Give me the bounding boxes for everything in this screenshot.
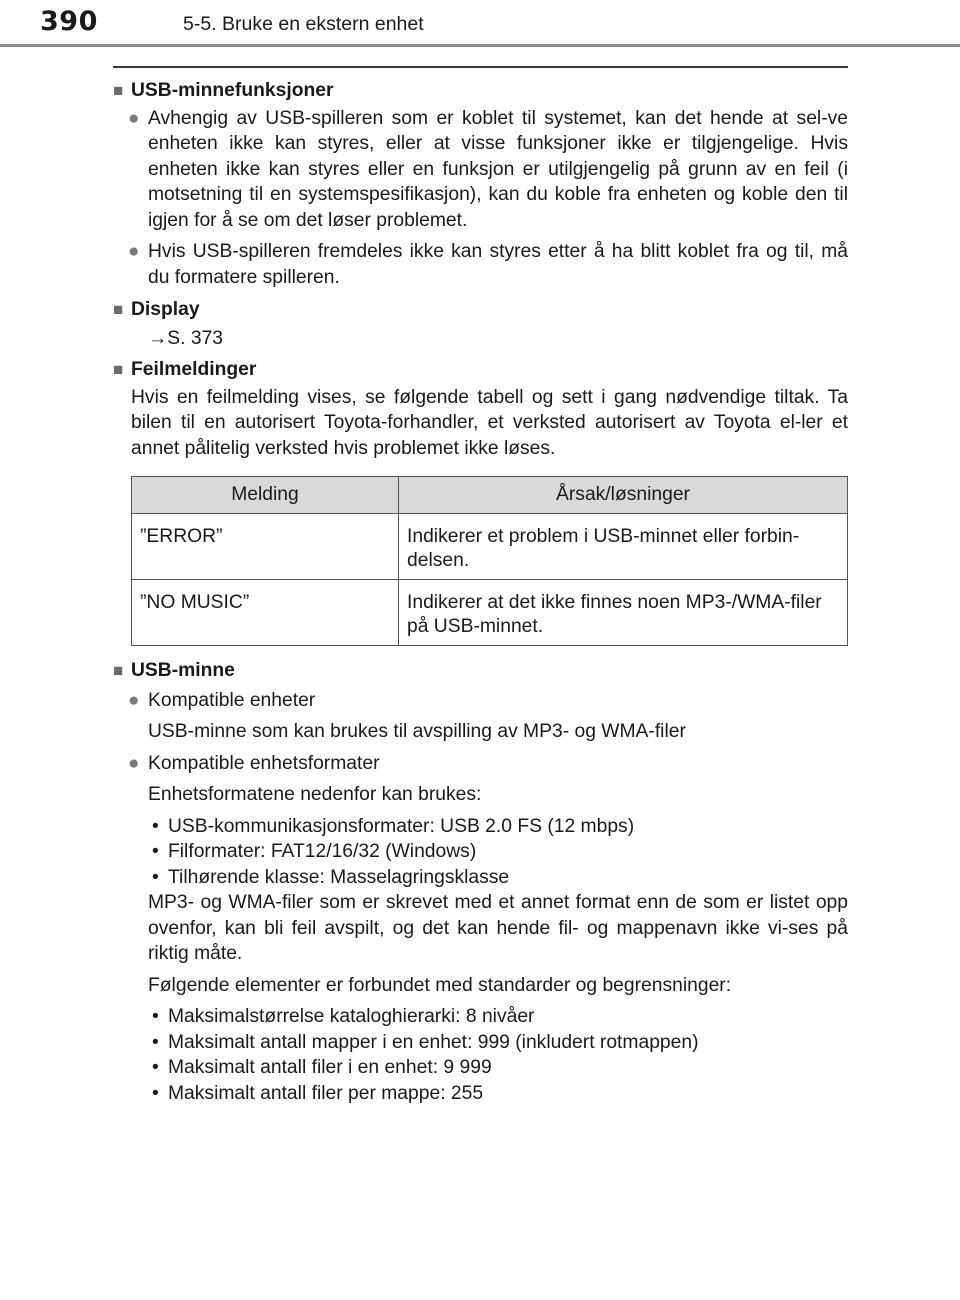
limit-text: Maksimalstørrelse kataloghierarki: 8 nivåer bbox=[168, 1006, 535, 1027]
dot-bullet-icon: • bbox=[152, 841, 159, 862]
heading-display bbox=[113, 297, 848, 323]
bullet-text: Avhengig av USB-spilleren som er koblet til systemet, kan det hende at sel-ve enheten ikke kan styres, eller at visse funksjoner ikke er tilgjengelige. Hvis enheten ikke kan styres eller en funksjon er utilgjengelig på grunn av en feil (i motsetning til en systemspesifikasjon), kan du koble fra enheten og koble den til igjen for å se om det løser problemet. bbox=[148, 107, 848, 231]
limit-list-item bbox=[113, 1055, 848, 1081]
column-header-cause: Årsak/løsninger bbox=[399, 477, 848, 514]
table-row bbox=[132, 580, 848, 646]
heading-text: Feilmeldinger bbox=[131, 359, 257, 380]
square-bullet-icon: ■ bbox=[113, 661, 124, 680]
limit-list-item bbox=[113, 1030, 848, 1056]
list-item bbox=[113, 239, 848, 290]
heading-usb-memory bbox=[113, 658, 848, 684]
bullet-text: Kompatible enhetsformater bbox=[148, 752, 380, 774]
heading-error-messages bbox=[113, 357, 848, 383]
heading-usb-functions bbox=[113, 78, 848, 104]
table-cell-message: ”NO MUSIC” bbox=[132, 580, 399, 646]
heading-text: USB-minne bbox=[131, 660, 235, 681]
limit-list-item bbox=[113, 1081, 848, 1107]
limit-text: Maksimalt antall filer i en enhet: 9 999 bbox=[168, 1057, 492, 1078]
dot-bullet-icon: • bbox=[152, 1082, 159, 1104]
square-bullet-icon: ■ bbox=[113, 360, 124, 379]
compatible-devices-text: USB-minne som kan brukes til avspilling av MP3- og WMA-filer bbox=[148, 721, 686, 742]
format-text: USB-kommunikasjonsformater: USB 2.0 FS (12 mbps) bbox=[168, 815, 635, 837]
page-number: 390 bbox=[40, 6, 98, 37]
limit-list-item bbox=[113, 1004, 848, 1030]
page-header bbox=[0, 0, 960, 48]
content-top-divider bbox=[113, 66, 848, 68]
column-header-message: Melding bbox=[132, 477, 399, 514]
list-item bbox=[113, 751, 848, 777]
format-text: Tilhørende klasse: Masselagringsklasse bbox=[168, 866, 510, 888]
page-reference-link[interactable]: →S. 373 bbox=[148, 327, 224, 349]
list-item bbox=[113, 106, 848, 234]
heading-text: USB-minnefunksjoner bbox=[131, 80, 334, 101]
dot-bullet-icon: • bbox=[152, 1031, 159, 1053]
dot-bullet-icon: • bbox=[152, 866, 159, 888]
table-cell-cause: Indikerer et problem i USB-minnet eller forbin-delsen. bbox=[399, 514, 848, 580]
page-content bbox=[113, 78, 848, 1106]
circle-bullet-icon: ● bbox=[128, 752, 140, 774]
section-title: 5-5. Bruke en ekstern enhet bbox=[183, 13, 424, 35]
format-list-item bbox=[113, 814, 848, 840]
dot-bullet-icon: • bbox=[152, 1057, 159, 1078]
table-cell-cause: Indikerer at det ikke finnes noen MP3-/WMA-filer på USB-minnet. bbox=[399, 580, 848, 646]
format-text: Filformater: FAT12/16/32 (Windows) bbox=[168, 841, 477, 862]
table-cell-message: ”ERROR” bbox=[132, 514, 399, 580]
limits-intro-text: Følgende elementer er forbundet med standarder og begrensninger: bbox=[148, 974, 732, 996]
square-bullet-icon: ■ bbox=[113, 300, 124, 319]
header-divider bbox=[0, 44, 960, 47]
table-row bbox=[132, 514, 848, 580]
error-table bbox=[131, 476, 848, 646]
formats-note-text: MP3- og WMA-filer som er skrevet med et annet format enn de som er listet opp ovenfor, kan bli feil avspilt, og det kan hende fil- og mappenavn ikke vi-ses på riktig måte. bbox=[148, 892, 848, 964]
bullet-text: Hvis USB-spilleren fremdeles ikke kan styres etter å ha blitt koblet fra og til, må du formatere spilleren. bbox=[148, 241, 848, 288]
dot-bullet-icon: • bbox=[152, 815, 159, 837]
limit-text: Maksimalt antall mapper i en enhet: 999 (inkludert rotmappen) bbox=[168, 1031, 699, 1053]
error-intro-text: Hvis en feilmelding vises, se følgende tabell og sett i gang nødvendige tiltak. Ta bilen til en autorisert Toyota-forhandler, et verksted autorisert av Toyota el-ler et annet pålitelig verksted hvis problemet ikke løses. bbox=[131, 386, 848, 459]
list-item bbox=[113, 688, 848, 714]
square-bullet-icon: ■ bbox=[113, 81, 124, 100]
circle-bullet-icon: ● bbox=[128, 689, 140, 711]
circle-bullet-icon: ● bbox=[128, 107, 140, 129]
limit-text: Maksimalt antall filer per mappe: 255 bbox=[168, 1082, 484, 1104]
dot-bullet-icon: • bbox=[152, 1006, 159, 1027]
heading-text: Display bbox=[131, 299, 200, 320]
formats-intro-text: Enhetsformatene nedenfor kan brukes: bbox=[148, 784, 482, 805]
table-header-row bbox=[132, 477, 848, 514]
format-list-item bbox=[113, 865, 848, 891]
format-list-item bbox=[113, 839, 848, 865]
bullet-text: Kompatible enheter bbox=[148, 689, 316, 711]
circle-bullet-icon: ● bbox=[128, 241, 140, 262]
